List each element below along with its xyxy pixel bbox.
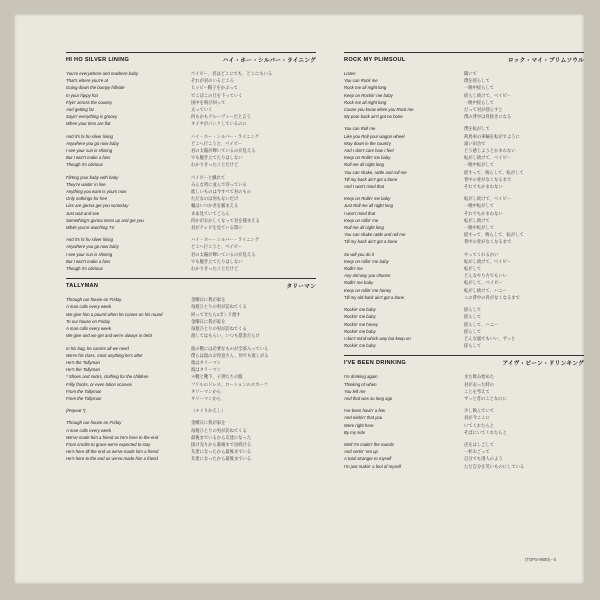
- lyric-line: From the Tallyman: [66, 388, 102, 394]
- lyrics-ja: [191, 133, 316, 169]
- lyric-line: Till my back ain't got a bone: [344, 176, 398, 182]
- lyric-line: Way down in the country: [344, 140, 391, 146]
- song-header: [66, 278, 316, 290]
- lyric-line: 僕を転がして: [464, 126, 490, 132]
- lyric-line: 彼はタリーマン: [191, 367, 222, 373]
- lyric-line: You're everywhere and nowhere baby: [66, 71, 139, 76]
- lyric-line: でも騒ぎ立てたりはしない: [191, 258, 243, 264]
- lyric-line: そばにいてくれたらと: [464, 429, 507, 435]
- lyrics: [66, 296, 316, 462]
- lyric-line: You can shake, rattle and roll me: [344, 169, 407, 175]
- lyrics-en: [344, 251, 464, 301]
- lyric-line: Rockin' me baby: [344, 328, 376, 334]
- lyric-line: 一晩中転がして: [464, 162, 495, 168]
- lyric-line: A man calls every week: [66, 304, 111, 310]
- lyric-line: フリルのドレス、ローションのスカーフ: [191, 381, 268, 387]
- lyric-line: だって君が揺らすと: [464, 107, 503, 113]
- lyrics-en: [344, 125, 464, 190]
- lyric-line: タリーマンから: [191, 388, 222, 394]
- lyric-line: Going down the bumpy hillside: [66, 85, 125, 91]
- lyric-line: Rockin' me baby: [344, 314, 376, 320]
- lyric-line: Through our house on Friday: [66, 297, 122, 303]
- stanza: [344, 373, 584, 402]
- lyric-line: 揺すって、鳴らして、転がして: [464, 169, 524, 175]
- right-column: [344, 52, 584, 476]
- lyric-line: A total stranger to myself: [344, 456, 392, 462]
- lyric-line: Keep on Rollin' me baby: [344, 155, 391, 161]
- lyric-line: どこへ行こうと、ベイビー: [191, 244, 243, 250]
- lyric-line: And wishin' that you: [344, 415, 383, 421]
- lyric-line: He's the Tallyman: [66, 367, 100, 373]
- lyric-line: Rock me all night long: [344, 99, 387, 105]
- lyric-line: Just wait and see: [66, 210, 100, 216]
- left-column: [66, 52, 316, 469]
- lyrics-en: [344, 441, 464, 470]
- stanza: [344, 195, 584, 245]
- song-title-en: I'VE BEEN DRINKING: [344, 360, 407, 367]
- lyric-line: また飲み始めた: [464, 374, 495, 380]
- lyrics-en: [66, 419, 191, 462]
- lyric-line: Flirting your baby with baby: [66, 174, 119, 180]
- lyric-line: Rockin' me baby: [344, 343, 376, 349]
- stanza: [344, 70, 584, 120]
- lyric-line: 友達になったから最後までいる: [191, 449, 252, 455]
- lyric-line: He's here to the end as we've made him a friend: [66, 456, 158, 462]
- lyric-line: So will you do it: [344, 251, 374, 257]
- lyrics-ja: [464, 306, 584, 349]
- lyric-line: ことを考えて: [464, 388, 490, 394]
- lyric-sheet: [14, 14, 584, 584]
- lyrics-ja: [464, 70, 584, 120]
- lyric-line: Like you Roll your wagon wheel: [344, 133, 405, 139]
- lyrics: [66, 70, 316, 272]
- lyric-line: In your hippy hat: [66, 92, 98, 98]
- lyric-line: But I won't make a fuss: [66, 155, 111, 161]
- lyrics-en: [66, 174, 191, 232]
- stanza: [66, 345, 316, 403]
- lyric-line: ずっと昔のことなのに: [464, 395, 507, 401]
- lyric-line: I don't mind which way but keep on: [344, 335, 411, 341]
- lyric-line: Keep on Rollin' me baby: [344, 196, 391, 202]
- lyric-line: 一晩中転がして: [464, 225, 495, 231]
- lyric-line: 少し飲んでいて: [464, 408, 495, 414]
- lyric-line: 転がし続けて、ベイビー: [464, 196, 512, 202]
- lyric-line: Till my back ain't got a bone: [344, 239, 398, 245]
- lyric-line: Listen: [344, 71, 356, 76]
- lyric-line: Roll me all night long: [344, 225, 384, 231]
- lyric-line: 何かがおかしくなって君を捕まえる: [191, 217, 260, 223]
- lyric-line: I'm drinking again: [344, 374, 378, 380]
- lyrics-en: [344, 373, 464, 402]
- lyric-line: 転がし続けて: [464, 217, 490, 223]
- song-title-en: TALLYMAN: [66, 283, 99, 290]
- lyric-line: タイヤがパンクしているのに: [191, 121, 247, 127]
- lyric-line: ヒッピー帽子をかぶって: [191, 85, 238, 91]
- lyric-line: He's the Tallyman: [66, 359, 100, 365]
- lyric-line: Were right here: [344, 422, 374, 428]
- lyrics-en: [66, 407, 191, 414]
- lyric-line: 背中の骨がなくなるまで: [464, 176, 512, 182]
- lyric-line: 君がテレビを見ている間に: [191, 225, 243, 231]
- song-ive-been-drinking: [344, 355, 584, 469]
- lyrics-en: [66, 133, 191, 169]
- lyrics-ja: [464, 195, 584, 245]
- lyric-line: 僕らは彼のお得意さん、何でも欲しがる: [191, 352, 269, 358]
- lyric-line: I won't mind that: [344, 210, 376, 216]
- lyric-line: Through our house on Friday: [66, 420, 122, 426]
- lyric-line: 毎週ひとりの男が訪ねてくる: [191, 304, 247, 310]
- lyric-line: And it's hi ho silver lining: [66, 133, 113, 139]
- lyric-line: 転がして、ベイビー: [464, 280, 503, 286]
- stanza: [344, 306, 584, 349]
- lyric-line: 自分でも別人のよう: [464, 456, 503, 462]
- lyric-line: 金曜日に我が家を: [191, 318, 226, 324]
- lyric-line: And it's hi ho silver lining: [66, 237, 113, 243]
- lyric-line: この背中の骨がなくなるまで: [464, 294, 520, 300]
- stanza: [66, 296, 316, 339]
- lyrics-en: [344, 407, 464, 436]
- lyric-line: 君の太陽が輝いているのが見える: [191, 148, 256, 154]
- lyric-line: A man calls every week: [66, 326, 111, 332]
- song-title-en: ROCK MY PLIMSOUL: [344, 57, 406, 63]
- lyric-line: 一晩中揺らして: [464, 85, 495, 91]
- song-hi-ho-silver-lining: [66, 52, 316, 272]
- lyric-line: * Shoes and socks, clothing for the children: [66, 374, 149, 380]
- lyric-line: 僕の背中は骨抜きになる: [464, 114, 512, 120]
- lyrics-en: [66, 236, 191, 272]
- song-title-ja: タリーマン: [286, 284, 316, 291]
- lyric-line: 僕を揺らして: [464, 78, 490, 84]
- lyric-line: みんな列に並んで待っている: [191, 181, 247, 187]
- lyric-line: 転がし続けて、ベイビー: [464, 258, 512, 264]
- lyric-line: 揺らして: [464, 314, 482, 320]
- lyrics-ja: [464, 407, 584, 436]
- lyric-line: Well I'm makin' the rounds: [344, 441, 395, 447]
- lyric-line: 国中を飛び回って: [191, 99, 226, 105]
- lyric-line: 一晩中転がして: [464, 203, 495, 209]
- lyric-line: I see your sun is shining: [66, 251, 113, 257]
- lyric-line: A man calls every week: [66, 427, 111, 433]
- song-title-en: HI HO SILVER LINING: [66, 57, 130, 63]
- lyric-line: Anywhere you go now baby: [66, 244, 119, 250]
- lyric-line: And that was so long ago: [344, 395, 393, 401]
- lyric-line: 金曜日に我が家を: [191, 420, 226, 426]
- lyric-line: タリーマンから: [191, 395, 222, 401]
- lyrics-ja: [464, 251, 584, 301]
- lyric-line: And settin' 'em up: [344, 449, 378, 455]
- lyrics-ja: [191, 174, 316, 232]
- lyric-line: どんな風でもいい、ずっと: [464, 335, 516, 341]
- lyric-line: Rock me all night long: [344, 85, 387, 91]
- lyric-line: 回ってきたら1ポンド渡す: [191, 311, 241, 317]
- lyric-line: ＊靴と靴下、子供たちの服: [191, 374, 243, 380]
- stanza: [66, 419, 316, 462]
- stanza: [66, 236, 316, 272]
- lyrics-ja: [191, 345, 316, 403]
- lyric-line: Flyin' across the country: [66, 99, 113, 105]
- lyric-line: 荷馬車の車輪を転がすように: [464, 133, 520, 139]
- lyric-line: Roll me all night long: [344, 162, 384, 168]
- stanza: [66, 407, 316, 414]
- lyric-line: You left me: [344, 388, 366, 394]
- lyric-line: Cause you know when you Rock me: [344, 107, 414, 113]
- lyric-line: Any old way you choose: [344, 273, 391, 279]
- lyric-line: To our house on Friday: [66, 318, 111, 324]
- lyric-line: 何もかもグルーヴィーだと言う: [191, 114, 251, 120]
- stanza: [66, 174, 316, 232]
- lyric-line: We give him a pound when he comes on his round: [66, 311, 163, 317]
- lyric-line: それでもかまわない: [464, 210, 503, 216]
- lyric-line: 毎週ひとりの男が訪ねてくる: [191, 427, 247, 433]
- lyric-line: Just Roll me all night long: [344, 203, 393, 209]
- lyric-line: ベイビー、君はどこにでも、どこにもいる: [191, 71, 273, 76]
- lyric-line: (Repeat *): [66, 408, 86, 414]
- lyric-line: 揺らして: [464, 307, 482, 313]
- lyrics-ja: [191, 296, 316, 339]
- lyric-line: My poor back ain't got no bone: [344, 114, 403, 120]
- lyrics-ja: [191, 407, 316, 414]
- lyric-line: 君が去った時の: [464, 381, 495, 387]
- lyric-line: Though it's obvious: [66, 162, 103, 168]
- lyric-line: And I don't care how I feel: [344, 148, 394, 154]
- lyric-line: 彼はタリーマン: [191, 359, 222, 365]
- lyric-line: 揺らし続けて、ベイビー: [464, 92, 512, 98]
- lyric-line: 友達になったから最後までいる: [191, 456, 252, 462]
- lyric-line: He's here till the end as we've made him a friend: [66, 449, 159, 455]
- lyric-line: ただなのは何もないだけ: [191, 196, 239, 202]
- lyric-line: Anywhere you go now baby: [66, 140, 119, 146]
- lyric-line: （＊くりかえし）: [191, 408, 226, 414]
- lyric-line: Keep on Rockin' me baby: [344, 92, 393, 98]
- lyric-line: 太っていく: [191, 107, 213, 113]
- lyric-line: Rollin' me: [344, 266, 363, 272]
- lyric-line: 揺らして: [464, 328, 482, 334]
- lyric-line: Rockin' me honey: [344, 321, 379, 327]
- lyric-line: ただ自分を笑いものにしている: [464, 463, 525, 469]
- lyric-line: Lies are gonna get you someday: [66, 203, 129, 209]
- lyrics-en: [66, 345, 191, 403]
- lyric-line: それが君のいるところ: [191, 78, 234, 84]
- stanza: [344, 251, 584, 301]
- song-header: [66, 52, 316, 64]
- lyrics-en: [66, 296, 191, 339]
- lyric-line: いてくれたらと: [464, 422, 495, 428]
- lyric-line: Anything you want is yours now: [66, 189, 127, 195]
- lyric-line: We give and we get and we're always in debt: [66, 333, 152, 339]
- stanza: [344, 441, 584, 470]
- lyrics-en: [66, 70, 191, 128]
- lyric-line: Keep on rollin' me honey: [344, 287, 392, 293]
- lyrics-en: [344, 70, 464, 120]
- lyric-line: But I won't make a fuss: [66, 258, 111, 264]
- lyric-line: They're waitin' in line: [66, 181, 106, 187]
- lyric-line: Keep on rollin' me: [344, 217, 379, 223]
- lyric-line: でこぼこの丘を下っていく: [191, 92, 243, 98]
- lyric-line: Thinking of when: [344, 381, 377, 387]
- lyrics-ja: [464, 441, 584, 470]
- lyrics: [344, 373, 584, 469]
- lyric-line: Something's gonna mess up and get you: [66, 217, 144, 223]
- lyric-line: 渡してはもらい、いつも借金だらけ: [191, 333, 260, 339]
- lyric-line: 遠い田舎で: [464, 140, 486, 146]
- lyrics: [344, 70, 584, 349]
- lyric-line: When your tires are flat: [66, 121, 111, 127]
- lyric-line: 彼の鞄には必要なものが全部入っている: [191, 345, 269, 351]
- lyric-line: 君の太陽が輝いているのが見える: [191, 251, 256, 257]
- lyric-line: 聞いて: [464, 71, 477, 76]
- lyrics-ja: [464, 125, 584, 190]
- lyric-line: 揺らして、ハニー: [464, 321, 499, 327]
- lyric-line: 毎週ひとりの男が訪ねてくる: [191, 326, 247, 332]
- lyric-line: 揺らして: [464, 343, 482, 349]
- lyric-line: I'm just makin' a fool of myself: [344, 463, 402, 469]
- stanza: [66, 70, 316, 128]
- lyric-line: From the Tallyman: [66, 395, 102, 401]
- lyric-line: ベイビーと戯れて: [191, 174, 226, 180]
- lyric-line: Though it's obvious: [66, 266, 103, 272]
- lyric-line: By my side: [344, 429, 366, 435]
- lyric-line: I see your sun is shining: [66, 148, 113, 154]
- lyric-line: Sayin' everything is groovy: [66, 114, 117, 120]
- lyric-line: それでもかまわない: [464, 184, 503, 190]
- lyric-line: どう感じようとかまわない: [464, 148, 516, 154]
- song-title-ja: ハイ・ホー・シルバー・ライニング: [222, 58, 316, 64]
- lyrics-ja: [191, 70, 316, 128]
- lyric-line: 店をはしごして: [464, 441, 495, 447]
- lyric-line: Only nothings for free: [66, 196, 108, 202]
- song-title-ja: ロック・マイ・プリムソウル: [507, 58, 584, 64]
- lyric-line: ハイ・ホー・シルバー・ライニング: [191, 133, 259, 139]
- lyric-line: 転がし続けて、ハニー: [464, 287, 507, 293]
- lyric-line: やってくれるかい: [464, 251, 499, 257]
- song-tallyman: [66, 278, 316, 462]
- song-header: [344, 52, 584, 64]
- lyric-line: 一晩中揺らして: [464, 99, 495, 105]
- stanza: [344, 125, 584, 190]
- lyric-line: We're his class, most anything he's after: [66, 352, 143, 358]
- lyric-line: まあ見ていてごらん: [191, 210, 230, 216]
- lyric-line: 転がし続けて、ベイビー: [464, 155, 512, 161]
- lyric-line: どこへ行こうと、ベイビー: [191, 140, 243, 146]
- lyric-line: でも騒ぎ立てたりはしない: [191, 155, 243, 161]
- lyric-line: You can Rock me: [344, 78, 378, 84]
- lyric-line: I've been havin' a few: [344, 408, 386, 414]
- lyric-line: That's where you're at: [66, 78, 109, 84]
- lyrics-en: [344, 195, 464, 245]
- lyric-line: どんなやり方でもいい: [464, 273, 507, 279]
- lyric-line: While you're watching TV: [66, 225, 115, 231]
- lyric-line: Till my old back ain't got a bone: [344, 294, 405, 300]
- song-title-ja: アイヴ・ビーン・ドリンキング: [502, 361, 584, 368]
- lyric-line: わかりきったことだけど: [191, 162, 239, 168]
- lyric-line: Keep on rollin' me baby: [344, 258, 389, 264]
- lyric-line: ハイ・ホー・シルバー・ライニング: [191, 237, 259, 243]
- lyric-line: You can Roll me: [344, 126, 376, 132]
- stanza: [66, 133, 316, 169]
- lyric-line: 嘘はいつか君を捕まえる: [191, 203, 239, 209]
- lyric-line: And I won't mind that: [344, 184, 384, 190]
- lyric-line: Frilly frocks, or even lotion scarves: [66, 381, 132, 387]
- lyric-line: In his bag, he carries all we need: [66, 345, 129, 351]
- lyrics-ja: [191, 236, 316, 272]
- lyric-line: And getting fat: [66, 107, 94, 113]
- lyric-line: 掛け売りから墓場まで居続ける: [191, 441, 252, 447]
- lyric-line: Rockin' me baby: [344, 307, 376, 313]
- lyric-line: 背中の骨がなくなるまで: [464, 239, 512, 245]
- lyric-line: Rollin' me baby: [344, 280, 374, 286]
- lyric-line: We've made him a friend as he's here to the end: [66, 434, 159, 440]
- song-header: [344, 355, 584, 367]
- lyric-line: わかりきったことだけど: [191, 266, 239, 272]
- lyric-line: 最後までいるから友達になった: [191, 434, 252, 440]
- lyric-line: 君が今ここに: [464, 415, 490, 421]
- lyric-line: 一杯おごって: [464, 449, 490, 455]
- lyric-line: 揺すって、鳴らして、転がして: [464, 232, 524, 238]
- song-rock-my-plimsoul: [344, 52, 584, 349]
- lyrics-en: [344, 306, 464, 349]
- stanza: [344, 407, 584, 436]
- lyric-line: 転がして: [464, 266, 482, 272]
- lyric-line: From credits to grave we're expected to stay: [66, 441, 151, 447]
- lyrics-ja: [191, 419, 316, 462]
- lyric-line: 金曜日に我が家を: [191, 297, 226, 303]
- lyrics-ja: [464, 373, 584, 402]
- catalog-number: (TOPS-9600) - 5: [525, 557, 556, 562]
- lyric-line: You can shake rattle and roll me: [344, 232, 406, 238]
- lyric-line: 欲しいものは今すべて君のもの: [191, 189, 252, 195]
